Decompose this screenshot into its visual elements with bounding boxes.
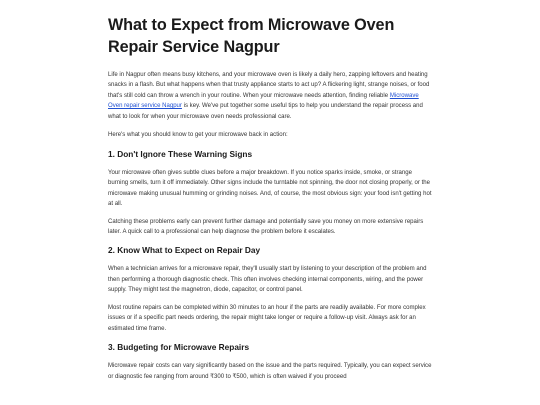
section-heading-warning-signs: 1. Don't Ignore These Warning Signs — [108, 148, 253, 159]
service-link[interactable]: Microwave Oven repair service Nagpur — [108, 92, 419, 110]
intro-paragraph — [108, 70, 432, 122]
section-heading-repair-day: 2. Know What to Expect on Repair Day — [108, 245, 261, 256]
intro-text-after: is key. We've put together some useful tips to help you understand the repair process and what to look for when your microwave oven needs professional care. — [108, 103, 423, 120]
intro-text-before: Life in Nagpur often means busy kitchens, and your microwave oven is likely a daily hero, zapping leftovers and heating snacks in a flash. But what happens when that trusty appliance starts to act up? A flickering light, strange noises, or food that's still cold can throw a wrench in your routine. When your microwave needs attention, finding reliable — [108, 72, 430, 99]
article-title: What to Expect from Microwave Oven Repair Service Nagpur — [108, 16, 395, 56]
lead-paragraph: Here's what you should know to get your microwave back in action: — [108, 132, 288, 139]
section-paragraph: Your microwave often gives subtle clues before a major breakdown. If you notice sparks inside, smoke, or strange burning smells, turn it off immediately. Other signs include the turntable not spinning, the door not closing properly, or the microwave making unusual humming or grinding noises. And, of course, the most obvious sign: your food isn't getting hot at all. — [108, 169, 432, 208]
section-paragraph: Catching these problems early can prevent further damage and potentially save you money on more extensive repairs later. A quick call to a professional can help diagnose the problem before it escalates. — [108, 218, 424, 235]
section-paragraph: Microwave repair costs can vary significantly based on the issue and the parts required. Typically, you can expect service or diagnostic fee ranging from around ₹300 to ₹500, which is often waived if you proceed — [108, 363, 432, 380]
section-paragraph: Most routine repairs can be completed within 30 minutes to an hour if the parts are readily available. For more complex issues or if a specific part needs ordering, the repair might take longer or require a follow-up visit. Always ask for an estimated time frame. — [108, 304, 426, 332]
section-heading-budgeting: 3. Budgeting for Microwave Repairs — [108, 342, 250, 353]
article — [108, 0, 432, 382]
section-paragraph: When a technician arrives for a microwave repair, they'll usually start by listening to your description of the problem and then performing a thorough diagnostic check. This often involves checking internal components, wiring, and the power supply. They might test the magnetron, diode, capacitor, or control panel. — [108, 266, 427, 294]
